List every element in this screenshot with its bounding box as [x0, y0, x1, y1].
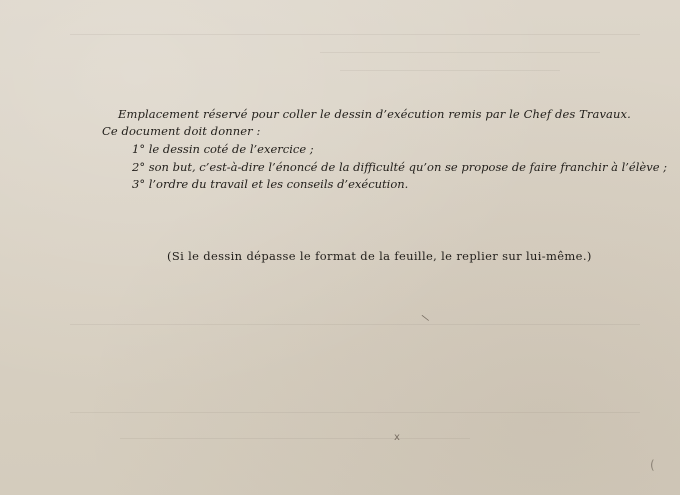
list-item: 3° l’ordre du travail et les conseils d’exécution.: [132, 177, 409, 191]
list-item: 2° son but, c’est-à-dire l’énoncé de la difficulté qu’on se propose de faire franchir à l’élève ;: [132, 159, 668, 174]
stray-mark: x: [394, 432, 400, 443]
stray-pencil-mark: \: [421, 313, 431, 324]
intro-line-2: Ce document doit donner :: [102, 124, 261, 138]
instruction-list: [132, 141, 668, 194]
edge-mark: (: [650, 458, 655, 472]
intro-line-1: Emplacement réservé pour coller le dessin d’exécution remis par le Chef des Travaux.: [118, 107, 631, 121]
fold-instruction-note: (Si le dessin dépasse le format de la feuille, le replier sur lui-même.): [167, 249, 592, 263]
list-item: 1° le dessin coté de l’exercice ;: [132, 142, 314, 156]
intro-paragraph: [102, 106, 631, 140]
